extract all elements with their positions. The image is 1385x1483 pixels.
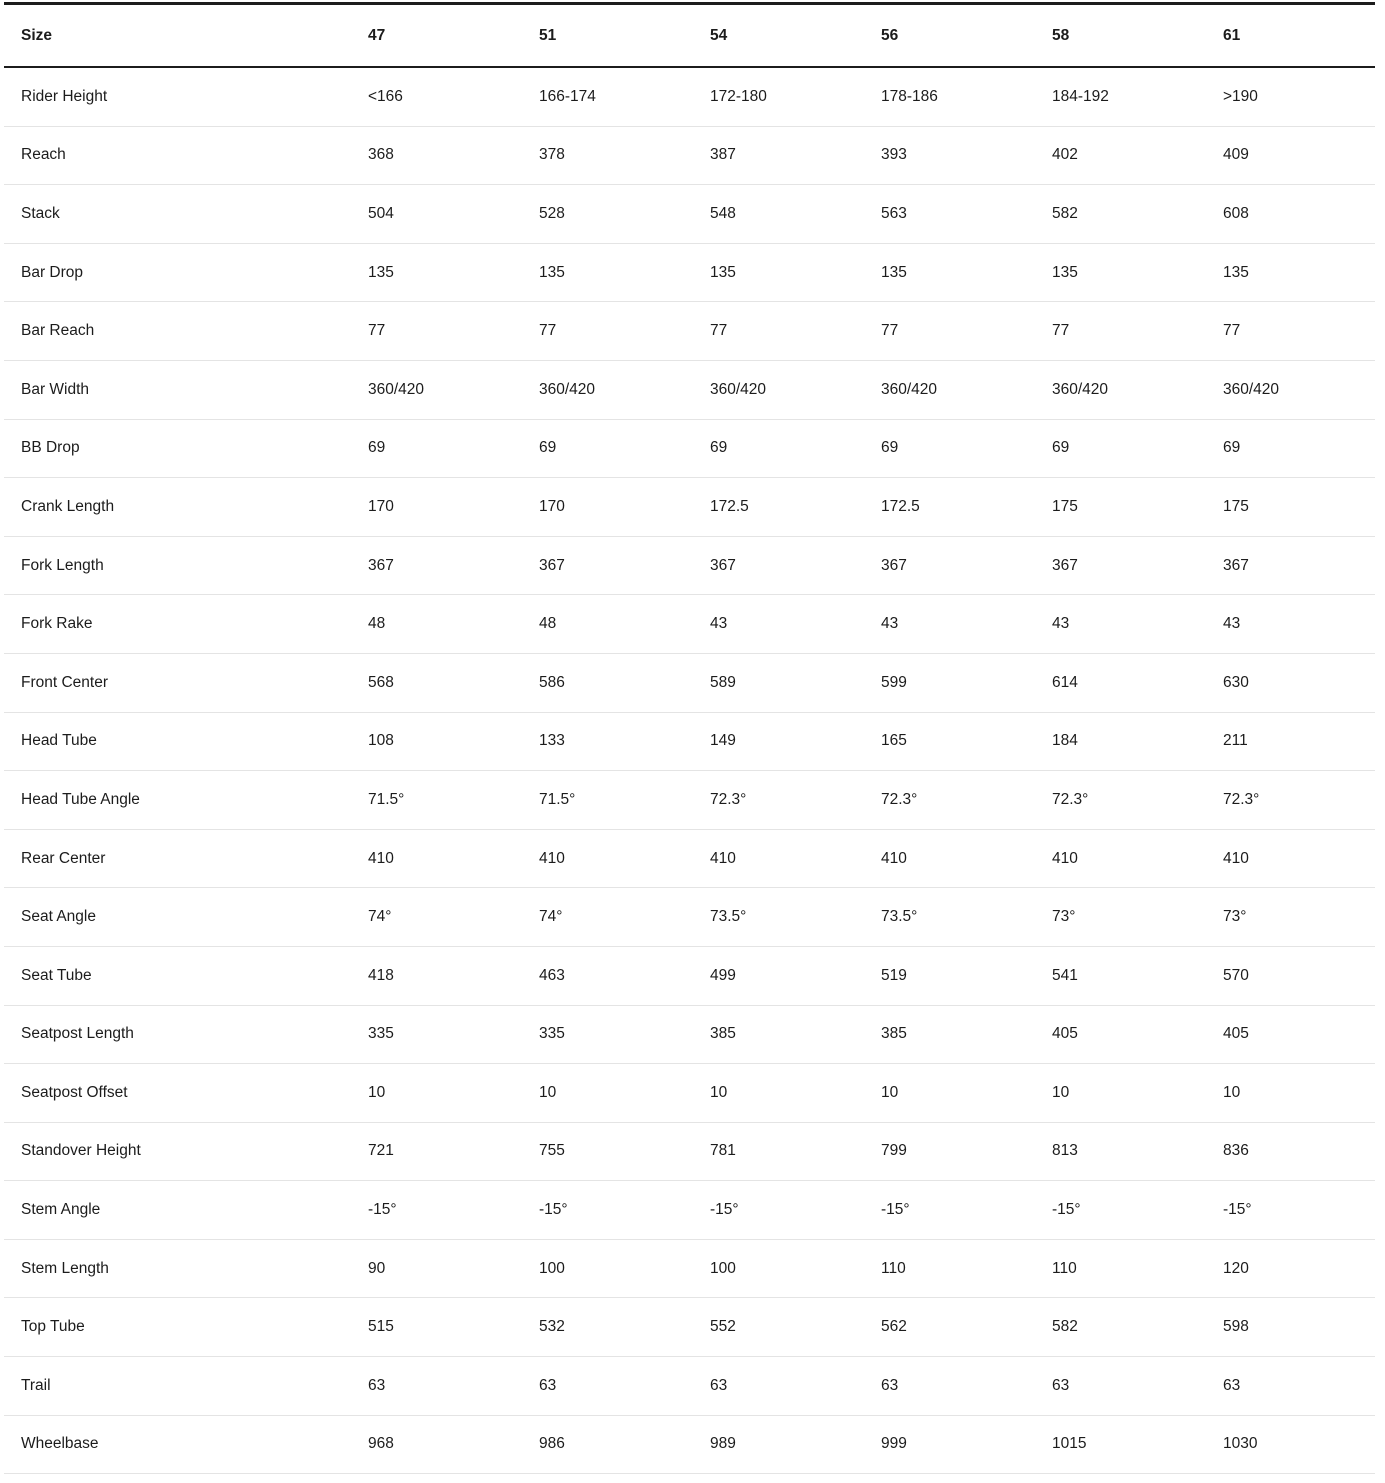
row-value: 532: [539, 1318, 565, 1336]
row-value: >190: [1223, 87, 1258, 105]
row-value: 410: [539, 849, 565, 867]
row-label: Top Tube: [21, 1318, 85, 1336]
row-value: 10: [1052, 1083, 1070, 1101]
row-value: 10: [368, 1083, 386, 1101]
row-value: 149: [710, 732, 736, 750]
row-label: Bar Drop: [21, 263, 84, 281]
row-value: 989: [710, 1435, 736, 1453]
row-value: 72.3°: [1052, 790, 1089, 808]
row-value: 499: [710, 966, 736, 984]
row-value: 1030: [1223, 1435, 1258, 1453]
row-value: 63: [881, 1376, 899, 1394]
row-label: Stem Angle: [21, 1201, 101, 1219]
row-value: 799: [881, 1142, 907, 1160]
row-value: 986: [539, 1435, 565, 1453]
row-value: 504: [368, 204, 394, 222]
row-value: 409: [1223, 146, 1249, 164]
row-value: -15°: [539, 1201, 568, 1219]
table-header-row: [4, 5, 1375, 68]
row-value: 598: [1223, 1318, 1249, 1336]
row-value: 781: [710, 1142, 736, 1160]
table-row: [4, 654, 1375, 713]
row-value: 402: [1052, 146, 1078, 164]
table-row: [4, 361, 1375, 420]
table-row: [4, 1416, 1375, 1475]
row-label: Seat Tube: [21, 966, 92, 984]
table-row: [4, 1357, 1375, 1416]
row-value: 563: [881, 204, 907, 222]
row-value: 73.5°: [710, 908, 747, 926]
row-value: 368: [368, 146, 394, 164]
row-value: 410: [368, 849, 394, 867]
row-value: 582: [1052, 1318, 1078, 1336]
row-label: Seat Angle: [21, 908, 96, 926]
table-row: [4, 1181, 1375, 1240]
table-row: [4, 478, 1375, 537]
size-header-label: Size: [21, 26, 53, 44]
table-row: [4, 1298, 1375, 1357]
row-value: 100: [710, 1259, 736, 1277]
row-value: 360/420: [1223, 380, 1280, 398]
row-value: 63: [710, 1376, 728, 1394]
row-value: 393: [881, 146, 907, 164]
row-value: 63: [1223, 1376, 1241, 1394]
row-value: 614: [1052, 673, 1078, 691]
geometry-table: [4, 2, 1375, 1474]
size-column-header: 58: [1052, 26, 1070, 44]
row-value: 410: [881, 849, 907, 867]
geometry-page: [0, 2, 1385, 1483]
row-value: 172.5: [710, 497, 749, 515]
row-value: 77: [539, 322, 557, 340]
row-value: 69: [1223, 439, 1241, 457]
row-value: -15°: [881, 1201, 910, 1219]
row-value: 135: [710, 263, 736, 281]
row-label: Rider Height: [21, 87, 108, 105]
row-value: 515: [368, 1318, 394, 1336]
row-value: 69: [368, 439, 386, 457]
row-label: Fork Length: [21, 556, 104, 574]
row-value: 63: [368, 1376, 386, 1394]
table-row: [4, 830, 1375, 889]
row-label: Fork Rake: [21, 615, 93, 633]
row-value: 608: [1223, 204, 1249, 222]
row-value: 367: [368, 556, 394, 574]
row-label: Crank Length: [21, 497, 115, 515]
table-row: [4, 1240, 1375, 1299]
row-value: -15°: [368, 1201, 397, 1219]
table-row: [4, 771, 1375, 830]
table-row: [4, 127, 1375, 186]
row-value: 175: [1052, 497, 1078, 515]
row-value: 43: [1052, 615, 1070, 633]
table-row: [4, 68, 1375, 127]
row-label: Seatpost Length: [21, 1025, 134, 1043]
table-row: [4, 1006, 1375, 1065]
row-value: 405: [1223, 1025, 1249, 1043]
row-value: 77: [1052, 322, 1070, 340]
table-row: [4, 888, 1375, 947]
row-label: Front Center: [21, 673, 109, 691]
row-value: 133: [539, 732, 565, 750]
row-value: 135: [1052, 263, 1078, 281]
row-value: 73°: [1223, 908, 1247, 926]
row-value: 387: [710, 146, 736, 164]
row-value: 72.3°: [1223, 790, 1260, 808]
row-value: 69: [1052, 439, 1070, 457]
row-value: 48: [368, 615, 386, 633]
row-value: 367: [1052, 556, 1078, 574]
row-value: 73°: [1052, 908, 1076, 926]
size-column-header: 51: [539, 26, 557, 44]
row-value: 63: [539, 1376, 557, 1394]
row-label: Head Tube: [21, 732, 97, 750]
size-column-header: 61: [1223, 26, 1241, 44]
row-value: 172-180: [710, 87, 767, 105]
table-row: [4, 713, 1375, 772]
row-value: 184: [1052, 732, 1078, 750]
row-value: 211: [1223, 732, 1248, 750]
row-value: 135: [368, 263, 394, 281]
row-value: 568: [368, 673, 394, 691]
row-value: 108: [368, 732, 394, 750]
row-value: 755: [539, 1142, 565, 1160]
table-row: [4, 1123, 1375, 1182]
row-value: 570: [1223, 966, 1249, 984]
row-value: 77: [881, 322, 899, 340]
row-value: 72.3°: [710, 790, 747, 808]
row-value: 360/420: [881, 380, 938, 398]
row-value: 360/420: [710, 380, 767, 398]
row-value: 367: [710, 556, 736, 574]
row-value: 10: [710, 1083, 728, 1101]
row-value: 410: [1052, 849, 1078, 867]
row-value: 405: [1052, 1025, 1078, 1043]
row-value: 77: [710, 322, 728, 340]
row-value: 10: [539, 1083, 557, 1101]
row-value: -15°: [1052, 1201, 1081, 1219]
row-value: -15°: [710, 1201, 739, 1219]
row-value: 385: [710, 1025, 736, 1043]
row-value: 71.5°: [539, 790, 576, 808]
row-value: 77: [368, 322, 386, 340]
row-label: Reach: [21, 146, 66, 164]
row-value: 135: [881, 263, 907, 281]
row-value: 360/420: [539, 380, 596, 398]
row-label: Standover Height: [21, 1142, 141, 1160]
row-value: 135: [539, 263, 565, 281]
row-value: 43: [881, 615, 899, 633]
row-value: 10: [881, 1083, 899, 1101]
table-row: [4, 595, 1375, 654]
table-row: [4, 302, 1375, 361]
table-row: [4, 947, 1375, 1006]
row-value: 378: [539, 146, 565, 164]
row-value: 552: [710, 1318, 736, 1336]
row-value: 836: [1223, 1142, 1249, 1160]
row-value: 110: [1052, 1259, 1077, 1277]
row-value: 166-174: [539, 87, 596, 105]
row-value: 100: [539, 1259, 565, 1277]
row-value: 184-192: [1052, 87, 1109, 105]
table-row: [4, 420, 1375, 479]
row-value: 48: [539, 615, 557, 633]
row-value: 165: [881, 732, 907, 750]
row-label: BB Drop: [21, 439, 80, 457]
row-value: 1015: [1052, 1435, 1087, 1453]
row-value: 528: [539, 204, 565, 222]
row-value: 519: [881, 966, 907, 984]
row-value: 110: [881, 1259, 906, 1277]
row-value: 170: [539, 497, 565, 515]
row-value: 586: [539, 673, 565, 691]
row-label: Wheelbase: [21, 1435, 99, 1453]
row-value: -15°: [1223, 1201, 1252, 1219]
row-value: 463: [539, 966, 565, 984]
row-value: 541: [1052, 966, 1078, 984]
row-label: Trail: [21, 1376, 51, 1394]
row-value: 813: [1052, 1142, 1078, 1160]
row-value: 582: [1052, 204, 1078, 222]
row-label: Seatpost Offset: [21, 1083, 128, 1101]
table-row: [4, 185, 1375, 244]
row-value: 999: [881, 1435, 907, 1453]
row-value: 548: [710, 204, 736, 222]
row-value: 367: [881, 556, 907, 574]
row-value: 630: [1223, 673, 1249, 691]
row-value: 43: [710, 615, 728, 633]
row-value: 72.3°: [881, 790, 918, 808]
row-value: 170: [368, 497, 394, 515]
row-value: 10: [1223, 1083, 1241, 1101]
row-value: 90: [368, 1259, 386, 1277]
row-value: 71.5°: [368, 790, 405, 808]
row-value: 69: [539, 439, 557, 457]
row-value: 77: [1223, 322, 1241, 340]
row-value: 172.5: [881, 497, 920, 515]
size-column-header: 47: [368, 26, 386, 44]
row-value: 968: [368, 1435, 394, 1453]
row-label: Bar Width: [21, 380, 90, 398]
row-value: 599: [881, 673, 907, 691]
row-label: Rear Center: [21, 849, 106, 867]
row-value: 562: [881, 1318, 907, 1336]
row-value: 360/420: [1052, 380, 1109, 398]
row-label: Stem Length: [21, 1259, 109, 1277]
row-value: 135: [1223, 263, 1249, 281]
row-value: 410: [1223, 849, 1249, 867]
row-label: Stack: [21, 204, 60, 222]
row-value: 73.5°: [881, 908, 918, 926]
row-value: 74°: [539, 908, 563, 926]
row-value: 43: [1223, 615, 1241, 633]
row-value: <166: [368, 87, 403, 105]
table-row: [4, 537, 1375, 596]
size-column-header: 56: [881, 26, 899, 44]
row-value: 335: [368, 1025, 394, 1043]
row-value: 410: [710, 849, 736, 867]
row-value: 74°: [368, 908, 392, 926]
row-value: 69: [881, 439, 899, 457]
row-value: 721: [368, 1142, 394, 1160]
row-value: 418: [368, 966, 394, 984]
row-value: 367: [539, 556, 565, 574]
row-value: 589: [710, 673, 736, 691]
row-value: 63: [1052, 1376, 1070, 1394]
row-value: 385: [881, 1025, 907, 1043]
row-value: 175: [1223, 497, 1249, 515]
row-value: 178-186: [881, 87, 938, 105]
row-value: 335: [539, 1025, 565, 1043]
table-row: [4, 1064, 1375, 1123]
row-label: Head Tube Angle: [21, 790, 140, 808]
row-value: 69: [710, 439, 728, 457]
table-row: [4, 244, 1375, 303]
row-value: 367: [1223, 556, 1249, 574]
size-column-header: 54: [710, 26, 728, 44]
row-value: 360/420: [368, 380, 425, 398]
row-label: Bar Reach: [21, 322, 95, 340]
row-value: 120: [1223, 1259, 1249, 1277]
